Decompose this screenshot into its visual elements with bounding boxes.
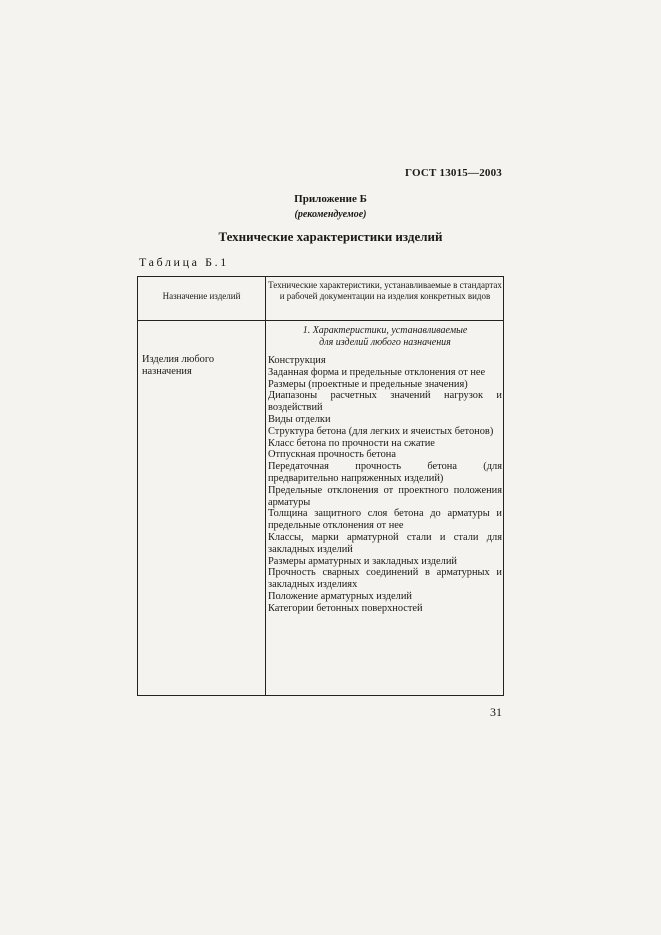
list-item: Предельные отклонения от проектного положения арматуры — [268, 484, 502, 508]
list-item: Структура бетона (для легких и ячеистых бетонов) — [268, 425, 494, 437]
appendix-subtitle: (рекомендуемое) — [294, 209, 367, 220]
list-item: Классы, марки арматурной стали и стали для закладных изделий — [268, 531, 502, 555]
list-item: Прочность сварных соединений в арматурных и закладных изделиях — [268, 567, 502, 591]
table-section-heading — [266, 325, 504, 349]
list-item: Категории бетонных поверхностей — [268, 602, 423, 614]
page-number: 31 — [490, 705, 502, 719]
list-item: Виды отделки — [268, 413, 331, 425]
characteristics-table — [137, 276, 504, 696]
column-header-purpose: Назначение изделий — [162, 291, 241, 301]
list-item: Отпускная прочность бетона — [268, 449, 396, 461]
table-caption: Таблица Б.1 — [139, 255, 229, 269]
section-title: Технические характеристики изделий — [218, 229, 443, 244]
list-item: Толщина защитного слоя бетона до арматуры и предельные отклонения от нее — [268, 508, 502, 532]
document-code: ГОСТ 13015—2003 — [405, 167, 502, 179]
row-label: Изделия любого назначения — [142, 354, 215, 377]
list-item: Конструкция — [268, 355, 326, 366]
list-item: Положение арматурных изделий — [268, 590, 412, 602]
list-item: Класс бетона по прочности на сжатие — [268, 437, 435, 449]
list-item: Размеры арматурных и закладных изделий — [268, 555, 457, 567]
characteristics-list — [268, 355, 502, 615]
appendix-title: Приложение Б — [294, 193, 367, 205]
table-section-heading-line-1: 1. Характеристики, устанавливаемые — [302, 325, 468, 336]
list-item: Заданная форма и предельные отклонения от нее — [268, 366, 486, 378]
column-header-characteristics: Технические характеристики, устанавливаемые в стандартах и рабочей документации на изделия конкретных видов — [268, 280, 502, 301]
table-section-heading-line-2: для изделий любого назначения — [319, 337, 451, 348]
header-divider — [138, 320, 503, 321]
list-item: Размеры (проектные и предельные значения) — [268, 378, 468, 390]
list-item: Передаточная прочность бетона (для предварительно напряженных изделий) — [268, 461, 502, 484]
list-item: Диапазоны расчетных значений нагрузок и воздействий — [268, 390, 502, 414]
